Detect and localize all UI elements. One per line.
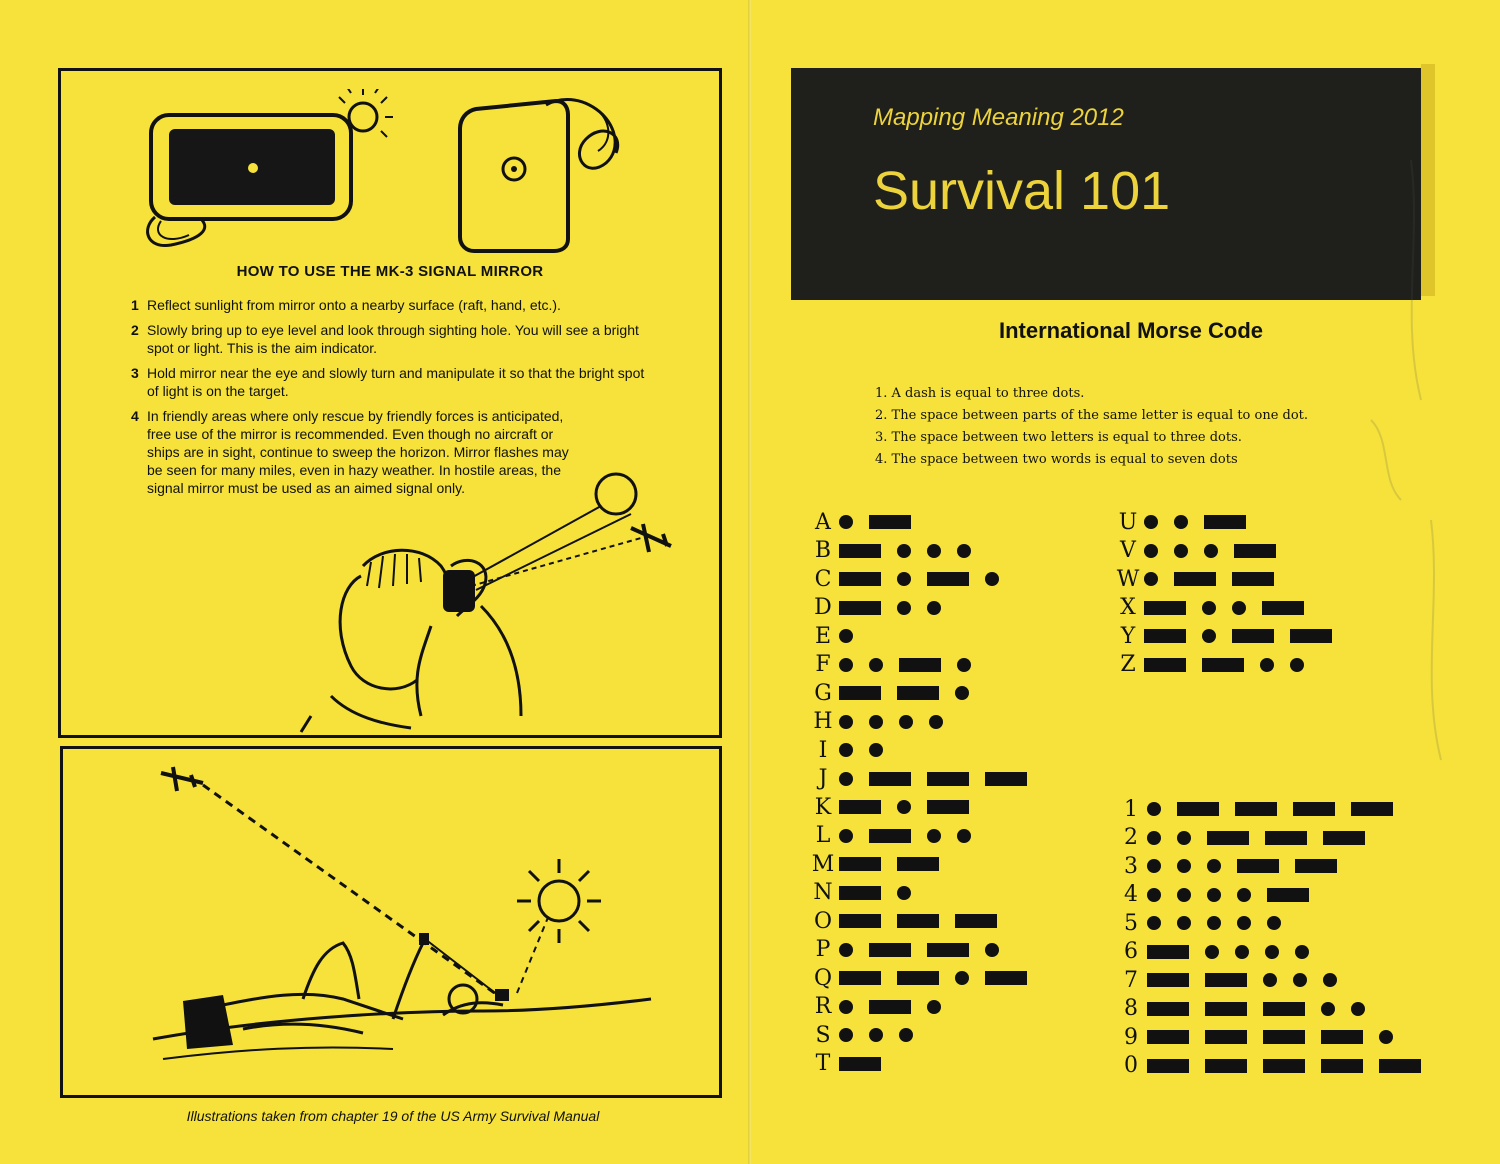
morse-dot — [1321, 1002, 1335, 1016]
title-banner — [791, 68, 1421, 300]
mirror-step — [131, 321, 651, 357]
morse-dot — [1207, 916, 1221, 930]
morse-dot — [1237, 888, 1251, 902]
morse-symbols — [1147, 1002, 1381, 1016]
morse-dash — [869, 515, 911, 529]
morse-row — [1116, 622, 1348, 651]
morse-dash — [1205, 973, 1247, 987]
morse-dash — [1237, 859, 1279, 873]
mirror-instructions-title: HOW TO USE THE MK-3 SIGNAL MIRROR — [236, 263, 544, 280]
morse-row — [1119, 795, 1437, 824]
morse-symbols — [839, 515, 927, 529]
morse-char: K — [814, 794, 832, 820]
morse-char: M — [811, 851, 835, 877]
morse-dash — [1267, 888, 1309, 902]
morse-dot — [1265, 945, 1279, 959]
morse-dot — [1147, 859, 1161, 873]
morse-dot — [1174, 515, 1188, 529]
morse-symbols — [839, 601, 957, 615]
morse-row — [811, 993, 1043, 1022]
morse-dot — [1202, 601, 1216, 615]
morse-symbols — [1147, 1059, 1437, 1073]
morse-dot — [869, 715, 883, 729]
morse-dash — [1205, 1059, 1247, 1073]
morse-row — [811, 508, 1043, 537]
mirror-step-text: Hold mirror near the eye and slowly turn and manipulate it so that the bright spot of light is on the target. — [147, 365, 645, 399]
morse-symbols — [1147, 859, 1353, 873]
morse-char: 7 — [1124, 967, 1138, 993]
morse-symbols — [839, 886, 927, 900]
morse-dash — [1263, 1059, 1305, 1073]
morse-char: U — [1118, 509, 1138, 535]
morse-dash — [1379, 1059, 1421, 1073]
morse-dash — [927, 800, 969, 814]
morse-dot — [957, 544, 971, 558]
morse-symbols — [839, 829, 987, 843]
morse-row — [811, 594, 1043, 623]
morse-dash — [1202, 658, 1244, 672]
morse-char: 2 — [1124, 825, 1138, 851]
morse-dot — [1177, 831, 1191, 845]
morse-char: D — [814, 595, 832, 621]
morse-dot — [1177, 888, 1191, 902]
morse-row — [811, 822, 1043, 851]
morse-dot — [929, 715, 943, 729]
morse-letters-a-to-t — [811, 508, 1043, 1078]
right-page — [751, 0, 1500, 1164]
morse-symbols — [839, 572, 1015, 586]
morse-row — [1119, 909, 1437, 938]
morse-dash — [1235, 802, 1277, 816]
morse-dot — [1207, 859, 1221, 873]
morse-dot — [927, 829, 941, 843]
morse-char: V — [1120, 538, 1136, 564]
morse-row — [811, 793, 1043, 822]
morse-dot — [839, 658, 853, 672]
morse-char: T — [815, 1051, 831, 1077]
morse-char: B — [814, 538, 832, 564]
morse-dash — [1177, 802, 1219, 816]
mirror-step — [131, 364, 651, 400]
morse-digits — [1119, 795, 1437, 1080]
morse-symbols — [839, 658, 987, 672]
morse-dash — [839, 601, 881, 615]
morse-dot — [1147, 831, 1161, 845]
morse-symbols — [839, 857, 955, 871]
morse-symbols — [839, 629, 869, 643]
morse-symbols — [1144, 658, 1320, 672]
morse-row — [811, 765, 1043, 794]
morse-dash — [1204, 515, 1246, 529]
morse-dot — [1267, 916, 1281, 930]
man-aiming-mirror-illustration — [271, 466, 691, 736]
morse-char: Y — [1120, 623, 1136, 649]
morse-dash — [985, 772, 1027, 786]
morse-dash — [1321, 1059, 1363, 1073]
morse-row — [811, 907, 1043, 936]
morse-dot — [869, 743, 883, 757]
morse-dash — [1147, 973, 1189, 987]
morse-dot — [1202, 629, 1216, 643]
morse-symbols — [1147, 973, 1353, 987]
morse-dash — [869, 943, 911, 957]
morse-dot — [1323, 973, 1337, 987]
morse-rule: 2. The space between parts of the same letter is equal to one dot. — [875, 408, 1309, 423]
morse-dot — [957, 829, 971, 843]
morse-dot — [1293, 973, 1307, 987]
morse-dot — [1260, 658, 1274, 672]
morse-dash — [1232, 629, 1274, 643]
morse-symbols — [839, 743, 899, 757]
morse-dot — [1147, 888, 1161, 902]
morse-dot — [985, 943, 999, 957]
morse-dash — [1263, 1030, 1305, 1044]
morse-dot — [1174, 544, 1188, 558]
signal-mirror-panel — [58, 68, 722, 738]
morse-row — [811, 736, 1043, 765]
morse-dot — [1379, 1030, 1393, 1044]
morse-char: 4 — [1124, 882, 1138, 908]
morse-char: L — [815, 823, 831, 849]
morse-dash — [839, 544, 881, 558]
mirror-step-text: In friendly areas where only rescue by friendly forces is anticipated, free use of the mirror is recommended. Even though no aircraft or ships are in sight, continue to sweep the horizon. Mirror flashes may be seen for many miles, even in hazy weather. In hostile areas, the signal mirror must be used as an aimed signal only. — [147, 408, 569, 496]
morse-row — [1119, 966, 1437, 995]
morse-dot — [899, 715, 913, 729]
morse-letters-u-to-z — [1116, 508, 1348, 679]
morse-row — [811, 565, 1043, 594]
morse-dash — [839, 886, 881, 900]
morse-char: 8 — [1124, 996, 1138, 1022]
morse-dot — [1204, 544, 1218, 558]
morse-row — [1119, 938, 1437, 967]
left-page — [0, 0, 748, 1164]
morse-dash — [1144, 601, 1186, 615]
morse-dash — [1147, 1059, 1189, 1073]
morse-dot — [897, 601, 911, 615]
morse-symbols — [1147, 1030, 1409, 1044]
morse-rule: 1. A dash is equal to three dots. — [875, 386, 1085, 401]
morse-dash — [869, 829, 911, 843]
morse-dot — [839, 629, 853, 643]
morse-char: E — [814, 623, 832, 649]
mirror-step-number: 3 — [131, 365, 139, 381]
morse-dash — [839, 572, 881, 586]
morse-row — [811, 651, 1043, 680]
morse-dot — [1235, 945, 1249, 959]
morse-symbols — [1147, 802, 1409, 816]
morse-row — [1116, 594, 1348, 623]
morse-dash — [1265, 831, 1307, 845]
morse-symbols — [1144, 629, 1348, 643]
morse-char: 9 — [1124, 1024, 1138, 1050]
morse-dash — [1351, 802, 1393, 816]
morse-dot — [927, 1000, 941, 1014]
morse-dot — [897, 544, 911, 558]
morse-char: X — [1120, 595, 1136, 621]
morse-symbols — [1144, 515, 1262, 529]
morse-row — [1116, 537, 1348, 566]
morse-char: Q — [813, 965, 833, 991]
morse-dash — [1290, 629, 1332, 643]
morse-dash — [1293, 802, 1335, 816]
morse-dot — [1232, 601, 1246, 615]
morse-row — [1116, 508, 1348, 537]
morse-row — [1116, 565, 1348, 594]
morse-dash — [1232, 572, 1274, 586]
morse-dash — [1234, 544, 1276, 558]
morse-dash — [897, 857, 939, 871]
morse-dash — [839, 857, 881, 871]
morse-dot — [839, 743, 853, 757]
morse-row — [1119, 1052, 1437, 1081]
morse-dot — [1144, 544, 1158, 558]
morse-dash — [1323, 831, 1365, 845]
mirror-step-number: 1 — [131, 297, 139, 313]
morse-row — [811, 936, 1043, 965]
morse-char: H — [813, 709, 833, 735]
morse-char: S — [815, 1022, 831, 1048]
illustration-caption: Illustrations taken from chapter 19 of the US Army Survival Manual — [186, 1108, 600, 1124]
morse-row — [1119, 824, 1437, 853]
morse-dash — [927, 772, 969, 786]
morse-dash — [927, 943, 969, 957]
morse-symbols — [1144, 601, 1320, 615]
morse-dash — [839, 686, 881, 700]
morse-char: I — [818, 737, 828, 763]
morse-symbols — [839, 914, 1013, 928]
morse-row — [1119, 1023, 1437, 1052]
morse-row — [1119, 995, 1437, 1024]
morse-char: A — [815, 509, 831, 535]
morse-dot — [869, 1028, 883, 1042]
morse-dot — [927, 601, 941, 615]
morse-char: J — [818, 766, 828, 792]
morse-symbols — [839, 772, 1043, 786]
morse-dash — [839, 800, 881, 814]
reclining-signal-panel — [60, 746, 722, 1098]
morse-char: W — [1116, 566, 1140, 592]
morse-symbols — [1147, 888, 1325, 902]
morse-dot — [927, 544, 941, 558]
morse-dot — [1295, 945, 1309, 959]
morse-dot — [955, 971, 969, 985]
morse-symbols — [839, 1000, 957, 1014]
banner-subtitle: Mapping Meaning 2012 — [873, 104, 1124, 131]
morse-row — [811, 1050, 1043, 1079]
morse-dash — [1295, 859, 1337, 873]
morse-char: F — [815, 652, 831, 678]
morse-symbols — [1147, 916, 1297, 930]
morse-dot — [957, 658, 971, 672]
morse-symbols — [839, 686, 985, 700]
morse-char: 6 — [1124, 939, 1138, 965]
morse-dash — [955, 914, 997, 928]
mirror-step-number: 2 — [131, 322, 139, 338]
morse-dash — [985, 971, 1027, 985]
morse-dash — [1147, 945, 1189, 959]
morse-char: P — [815, 937, 831, 963]
morse-dot — [897, 572, 911, 586]
morse-dot — [839, 515, 853, 529]
pencil-scribble-decoration — [1351, 120, 1491, 780]
morse-rule: 3. The space between two letters is equal to three dots. — [875, 430, 1242, 445]
morse-row — [1119, 881, 1437, 910]
morse-dot — [897, 800, 911, 814]
mirror-step-number: 4 — [131, 408, 139, 424]
morse-dot — [1144, 515, 1158, 529]
morse-dash — [897, 914, 939, 928]
morse-dot — [1144, 572, 1158, 586]
morse-symbols — [839, 715, 959, 729]
morse-dot — [1351, 1002, 1365, 1016]
morse-row — [811, 879, 1043, 908]
morse-symbols — [1147, 945, 1325, 959]
morse-row — [811, 679, 1043, 708]
morse-dot — [839, 943, 853, 957]
morse-dash — [1147, 1030, 1189, 1044]
morse-dash — [839, 971, 881, 985]
morse-row — [811, 850, 1043, 879]
morse-dash — [927, 572, 969, 586]
morse-symbols — [839, 1057, 897, 1071]
banner-title: Survival 101 — [873, 161, 1171, 221]
morse-dash — [897, 971, 939, 985]
morse-dot — [839, 1000, 853, 1014]
morse-dash — [1147, 1002, 1189, 1016]
morse-char: R — [814, 994, 832, 1020]
morse-dot — [1207, 888, 1221, 902]
morse-dash — [1263, 1002, 1305, 1016]
morse-dash — [899, 658, 941, 672]
morse-row — [811, 622, 1043, 651]
morse-char: G — [814, 680, 832, 706]
morse-symbols — [1147, 831, 1381, 845]
morse-char: 1 — [1124, 796, 1138, 822]
morse-dash — [1321, 1030, 1363, 1044]
morse-row — [1116, 651, 1348, 680]
morse-dot — [1177, 859, 1191, 873]
morse-dot — [839, 829, 853, 843]
morse-dot — [1147, 916, 1161, 930]
morse-char: 3 — [1124, 853, 1138, 879]
morse-dot — [985, 572, 999, 586]
morse-dot — [1263, 973, 1277, 987]
morse-dash — [1174, 572, 1216, 586]
morse-dash — [1144, 658, 1186, 672]
mirror-step — [131, 296, 651, 314]
morse-dot — [1177, 916, 1191, 930]
morse-dot — [1205, 945, 1219, 959]
morse-row — [811, 537, 1043, 566]
morse-char: O — [813, 908, 833, 934]
morse-code-heading: International Morse Code — [998, 318, 1264, 343]
morse-symbols — [1144, 544, 1292, 558]
morse-dot — [839, 715, 853, 729]
morse-symbols — [839, 971, 1043, 985]
morse-dot — [1290, 658, 1304, 672]
morse-symbols — [1144, 572, 1290, 586]
morse-dot — [839, 772, 853, 786]
morse-dash — [1205, 1002, 1247, 1016]
mirror-step-text: Slowly bring up to eye level and look through sighting hole. You will see a bright spot or light. This is the aim indicator. — [147, 322, 639, 356]
morse-char: Z — [1120, 652, 1136, 678]
signal-mirror-back-illustration — [446, 89, 646, 259]
morse-dash — [1262, 601, 1304, 615]
morse-dot — [839, 1028, 853, 1042]
morse-dash — [1207, 831, 1249, 845]
morse-dash — [1205, 1030, 1247, 1044]
signal-mirror-front-illustration — [141, 89, 401, 259]
mirror-step-text: Reflect sunlight from mirror onto a nearby surface (raft, hand, etc.). — [147, 297, 561, 313]
morse-dot — [869, 658, 883, 672]
morse-rule: 4. The space between two words is equal to seven dots — [875, 452, 1238, 467]
morse-dot — [897, 886, 911, 900]
morse-dash — [1144, 629, 1186, 643]
morse-dot — [899, 1028, 913, 1042]
morse-dot — [955, 686, 969, 700]
morse-dash — [839, 914, 881, 928]
morse-dot — [1147, 802, 1161, 816]
morse-dash — [897, 686, 939, 700]
morse-symbols — [839, 1028, 929, 1042]
morse-dash — [869, 772, 911, 786]
morse-dash — [869, 1000, 911, 1014]
morse-row — [811, 964, 1043, 993]
morse-symbols — [839, 544, 987, 558]
morse-symbols — [839, 943, 1015, 957]
morse-row — [811, 1021, 1043, 1050]
morse-char: 5 — [1124, 910, 1138, 936]
reclining-man-signaling-illustration — [63, 749, 719, 1095]
morse-char: 0 — [1124, 1053, 1138, 1079]
morse-row — [811, 708, 1043, 737]
morse-char: C — [814, 566, 832, 592]
morse-row — [1119, 852, 1437, 881]
morse-char: N — [813, 880, 833, 906]
morse-dot — [1237, 916, 1251, 930]
morse-symbols — [839, 800, 985, 814]
morse-dash — [839, 1057, 881, 1071]
